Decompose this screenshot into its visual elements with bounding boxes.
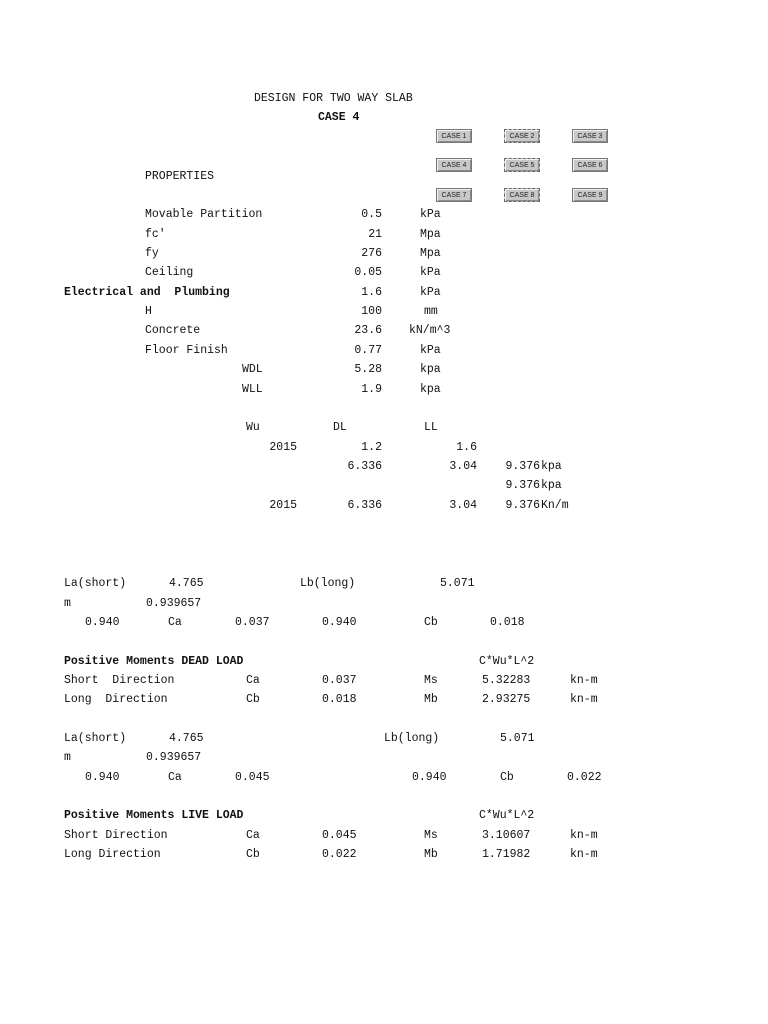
load-header: DL [333, 421, 347, 434]
case-2-button[interactable]: CASE 2 [504, 129, 540, 143]
direction-label: Long Direction [64, 693, 168, 706]
coef-m: 0.940 [322, 616, 357, 629]
prop-value: 0.5 [361, 208, 382, 221]
coef-value: 0.022 [322, 848, 357, 861]
moment-unit: kn-m [570, 693, 598, 706]
load-unit: kpa [541, 460, 562, 473]
properties-heading: PROPERTIES [145, 170, 215, 183]
load-ll: 3.04 [449, 499, 477, 512]
la-label: La(short) [64, 577, 127, 590]
la-label: La(short) [64, 732, 127, 745]
coef-value: 0.037 [322, 674, 357, 687]
coef-ca-label: Ca [168, 771, 182, 784]
moment-unit: kn-m [570, 848, 598, 861]
page-title: DESIGN FOR TWO WAY SLAB [254, 92, 413, 105]
direction-label: Long Direction [64, 848, 161, 861]
moment-label: Mb [424, 848, 438, 861]
prop-label: H [145, 305, 152, 318]
prop-value: 1.9 [361, 383, 382, 396]
direction-label: Short Direction [64, 829, 168, 842]
moment-label: Ms [424, 674, 438, 687]
prop-label: Electrical and Plumbing [64, 286, 230, 299]
lb-label: Lb(long) [300, 577, 356, 590]
load-unit: kpa [541, 479, 562, 492]
prop-label: Ceiling [145, 266, 194, 279]
load-total: 9.376 [505, 499, 540, 512]
load-year: 2015 [269, 499, 297, 512]
la-value: 4.765 [169, 577, 204, 590]
load-ll: 3.04 [449, 460, 477, 473]
coef-ca: 0.037 [235, 616, 270, 629]
coef-cb-label: Cb [424, 616, 438, 629]
prop-label: Floor Finish [145, 344, 228, 357]
prop-unit: kpa [420, 383, 441, 396]
prop-unit: Mpa [420, 247, 441, 260]
coef-m: 0.940 [85, 771, 120, 784]
prop-unit: mm [424, 305, 438, 318]
prop-label: WDL [242, 363, 263, 376]
coef-label: Ca [246, 829, 260, 842]
case-1-button[interactable]: CASE 1 [436, 129, 472, 143]
prop-unit: kPa [420, 286, 441, 299]
case-label: CASE 4 [318, 111, 360, 124]
moment-formula: C*Wu*L^2 [479, 655, 535, 668]
moment-value: 5.32283 [482, 674, 531, 687]
prop-value: 276 [361, 247, 382, 260]
load-dl: 6.336 [347, 499, 382, 512]
section-heading-live: Positive Moments LIVE LOAD [64, 809, 244, 822]
load-year: 2015 [269, 441, 297, 454]
coef-cb: 0.022 [567, 771, 602, 784]
case-6-button[interactable]: CASE 6 [572, 158, 608, 172]
load-total: 9.376 [505, 460, 540, 473]
prop-value: 0.77 [354, 344, 382, 357]
prop-unit: Mpa [420, 228, 441, 241]
prop-value: 5.28 [354, 363, 382, 376]
moment-value: 2.93275 [482, 693, 531, 706]
direction-label: Short Direction [64, 674, 175, 687]
coef-ca-label: Ca [168, 616, 182, 629]
case-7-button[interactable]: CASE 7 [436, 188, 472, 202]
load-header: Wu [246, 421, 260, 434]
m-value: 0.939657 [146, 597, 202, 610]
case-5-button[interactable]: CASE 5 [504, 158, 540, 172]
case-3-button[interactable]: CASE 3 [572, 129, 608, 143]
prop-label: fy [145, 247, 159, 260]
lb-value: 5.071 [500, 732, 535, 745]
lb-label: Lb(long) [384, 732, 440, 745]
moment-label: Ms [424, 829, 438, 842]
lb-value: 5.071 [440, 577, 475, 590]
section-heading-dead: Positive Moments DEAD LOAD [64, 655, 244, 668]
prop-unit: kpa [420, 363, 441, 376]
coef-label: Cb [246, 693, 260, 706]
case-9-button[interactable]: CASE 9 [572, 188, 608, 202]
prop-unit: kPa [420, 344, 441, 357]
coef-cb: 0.018 [490, 616, 525, 629]
load-dl: 6.336 [347, 460, 382, 473]
prop-label: WLL [242, 383, 263, 396]
coef-value: 0.018 [322, 693, 357, 706]
moment-formula: C*Wu*L^2 [479, 809, 535, 822]
prop-label: Concrete [145, 324, 201, 337]
moment-unit: kn-m [570, 674, 598, 687]
coef-m: 0.940 [85, 616, 120, 629]
coef-value: 0.045 [322, 829, 357, 842]
coef-label: Cb [246, 848, 260, 861]
coef-label: Ca [246, 674, 260, 687]
load-ll: 1.6 [456, 441, 477, 454]
prop-value: 0.05 [354, 266, 382, 279]
case-8-button[interactable]: CASE 8 [504, 188, 540, 202]
moment-unit: kn-m [570, 829, 598, 842]
coef-ca: 0.045 [235, 771, 270, 784]
prop-value: 100 [361, 305, 382, 318]
prop-value: 21 [368, 228, 382, 241]
prop-unit: kPa [420, 266, 441, 279]
prop-value: 1.6 [361, 286, 382, 299]
prop-value: 23.6 [354, 324, 382, 337]
la-value: 4.765 [169, 732, 204, 745]
load-dl: 1.2 [361, 441, 382, 454]
load-total: 9.376 [505, 479, 540, 492]
moment-value: 1.71982 [482, 848, 531, 861]
prop-label: fc' [145, 228, 166, 241]
load-header: LL [424, 421, 438, 434]
prop-unit: kPa [420, 208, 441, 221]
prop-unit: kN/m^3 [409, 324, 451, 337]
moment-value: 3.10607 [482, 829, 531, 842]
coef-m: 0.940 [412, 771, 447, 784]
moment-label: Mb [424, 693, 438, 706]
m-value: 0.939657 [146, 751, 202, 764]
m-label: m [64, 597, 71, 610]
load-unit: Kn/m [541, 499, 569, 512]
prop-label: Movable Partition [145, 208, 263, 221]
m-label: m [64, 751, 71, 764]
coef-cb-label: Cb [500, 771, 514, 784]
case-4-button[interactable]: CASE 4 [436, 158, 472, 172]
